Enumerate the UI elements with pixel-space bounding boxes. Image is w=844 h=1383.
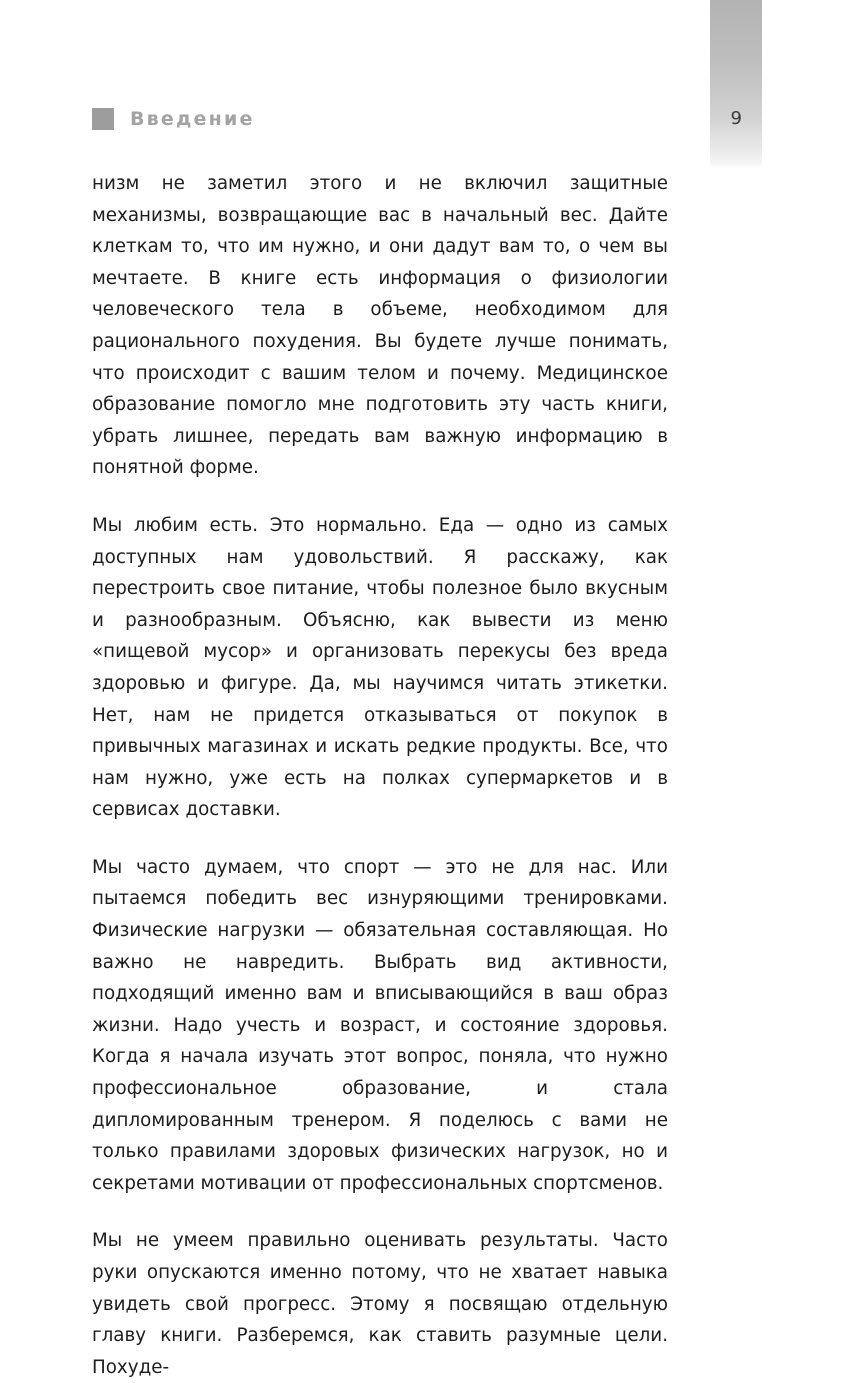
paragraph: Мы не умеем правильно оценивать результаты. Часто руки опускаются именно потому, что не хватает навыка увидеть свой прогресс. Этому я посвящаю отдельную главу книги. Разберемся, как ставить разумные цели. Похуде- xyxy=(92,1230,668,1378)
paragraph: Мы часто думаем, что спорт — это не для нас. Или пытаемся победить вес изнуряющими тренировками. Физические нагрузки — обязательная составляющая. Но важно не навредить. Выбрать вид активности, подходящий именно вам и вписывающийся в ваш образ жизни. Надо учесть и возраст, и состояние здоровья. Когда я начала изучать этот вопрос, поняла, что нужно профессиональное образование, и стала дипломированным тренером. Я поделюсь с вами не только правилами здоровых физических нагрузок, но и секретами мотивации от профессиональных спортсменов. xyxy=(92,856,668,1194)
page-edge-tab xyxy=(710,0,762,168)
section-title: Введение xyxy=(130,108,255,130)
paragraph: низм не заметил этого и не включил защитные механизмы, возвращающие вас в начальный вес. Дайте клеткам то, что им нужно, и они дадут вам то, о чем вы мечтаете. В книге есть информация о физиологии человеческого тела в объеме, необходимом для рационального похудения. Вы будете лучше понимать, что происходит с вашим телом и почему. Медицинское образование помогло мне подготовить эту часть книги, убрать лишнее, передать вам важную информацию в понятной форме. xyxy=(92,173,668,479)
section-marker-icon xyxy=(92,108,114,130)
body-text xyxy=(92,168,668,1383)
page-header xyxy=(92,105,762,139)
page-number: 9 xyxy=(730,108,742,129)
paragraph: Мы любим есть. Это нормально. Еда — одно из самых доступных нам удовольствий. Я расскажу, как перестроить свое питание, чтобы полезное было вкусным и разнообразным. Объясню, как вывести из меню «пищевой мусор» и организовать перекусы без вреда здоровью и фигуре. Да, мы научимся читать этикетки. Нет, нам не придется отказываться от покупок в привычных магазинах и искать редкие продукты. Все, что нам нужно, уже есть на полках супермаркетов и в сервисах доставки. xyxy=(92,514,668,821)
